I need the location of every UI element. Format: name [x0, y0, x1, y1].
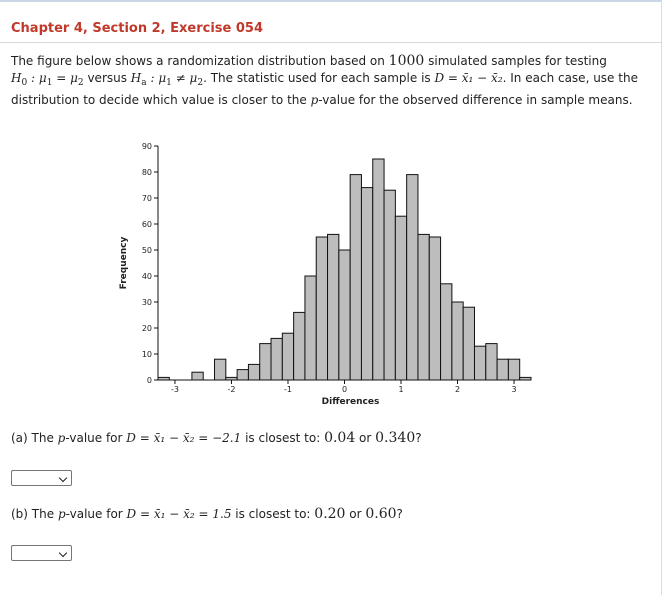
- y-axis-label: Frequency: [119, 236, 129, 290]
- histogram-bar: [237, 370, 248, 380]
- histogram-bar: [271, 338, 282, 380]
- histogram-bar: [497, 359, 508, 380]
- histogram-bar: [305, 276, 316, 380]
- y-tick-label: 90: [141, 142, 152, 151]
- answer-b-select[interactable]: [11, 545, 72, 561]
- question-b-formula: D = x̄₁ − x̄₂ = 1.5: [126, 507, 232, 521]
- histogram-bar: [328, 234, 339, 380]
- pvalue-end: -value for the observed difference in sample means.: [318, 93, 633, 107]
- histogram-bar: [373, 159, 384, 380]
- y-tick-label: 30: [141, 298, 152, 307]
- alt-hypothesis: $H_a$ : $\mu_1 \ne \mu_2$: [130, 71, 204, 88]
- x-tick-label: -2: [227, 385, 236, 394]
- prompt-intro-end: simulated samples for testing: [424, 54, 607, 68]
- histogram-bar: [452, 302, 463, 380]
- x-tick-label: 2: [454, 385, 461, 394]
- y-tick-label: 50: [141, 246, 152, 255]
- x-tick-label: -3: [170, 385, 179, 394]
- histogram-bar: [361, 188, 372, 380]
- histogram-bar: [418, 234, 429, 380]
- versus-text: versus: [83, 71, 131, 85]
- histogram-bar: [486, 344, 497, 380]
- chevron-down-icon: [59, 549, 67, 557]
- y-tick-label: 0: [146, 376, 152, 385]
- question-a: (a) The p-value for D = x̄₁ − x̄₂ = −2.1 is closest to: 0.04 or 0.340?: [11, 430, 422, 446]
- y-tick-label: 10: [141, 350, 152, 359]
- histogram-bar: [350, 175, 361, 380]
- answer-a-select[interactable]: [11, 470, 72, 486]
- stat-formula: D = x̄₁ − x̄₂: [434, 71, 503, 85]
- histogram-bar: [474, 346, 485, 380]
- x-tick-label: 1: [398, 385, 404, 394]
- question-b-option-1: 0.20: [314, 506, 346, 522]
- page-title: Chapter 4, Section 2, Exercise 054: [11, 21, 264, 36]
- histogram-bar: [395, 216, 406, 380]
- histogram-bar: [282, 333, 293, 380]
- histogram-bar: [215, 359, 226, 380]
- y-tick-label: 40: [141, 272, 152, 281]
- num-samples: 1000: [388, 53, 425, 69]
- histogram-bar: [294, 312, 305, 380]
- prompt-intro: The figure below shows a randomization distribution based on: [11, 54, 389, 68]
- stat-text: . The statistic used for each sample is: [203, 71, 435, 85]
- histogram-bar: [192, 372, 203, 380]
- histogram-bar: [429, 237, 440, 380]
- histogram-bar: [339, 250, 350, 380]
- question-a-formula: D = x̄₁ − x̄₂ = −2.1: [126, 431, 242, 445]
- title-divider: [0, 42, 662, 43]
- randomization-histogram: [108, 135, 538, 410]
- histogram-bar: [441, 284, 452, 380]
- question-a-option-2: 0.340: [375, 430, 416, 446]
- y-tick-label: 80: [141, 168, 152, 177]
- y-tick-label: 60: [141, 220, 152, 229]
- null-hypothesis: $H_0$ : $\mu_1 = \mu_2$: [11, 71, 84, 88]
- histogram-bar: [248, 364, 259, 380]
- x-tick-label: 0: [341, 385, 348, 394]
- histogram-bar: [384, 190, 395, 380]
- question-a-option-1: 0.04: [324, 430, 356, 446]
- question-b-option-2: 0.60: [365, 506, 397, 522]
- histogram-bar: [508, 359, 519, 380]
- chevron-down-icon: [59, 474, 67, 482]
- y-tick-label: 70: [141, 194, 152, 203]
- histogram-bar: [407, 175, 418, 380]
- stat-end: . In each case, use the distribution to decide which value is closer to the: [11, 71, 638, 107]
- x-axis-label: Differences: [321, 397, 380, 407]
- x-tick-label: 3: [511, 385, 517, 394]
- top-border: [0, 0, 662, 2]
- problem-statement: The figure below shows a randomization distribution based on 1000 simulated samples for testing $H_0$ : $\mu_1 = \mu_2$ versus $H_a$ : $\mu_1 \ne \mu_2$. The statistic used for each sample is D = x̄₁ − x̄₂. In each case, use the distribution to decide which value is closer to the p-value for the observed difference in sample means.: [11, 53, 638, 107]
- histogram-bar: [316, 237, 327, 380]
- y-tick-label: 20: [141, 324, 152, 333]
- histogram-bar: [260, 344, 271, 380]
- question-b: (b) The p-value for D = x̄₁ − x̄₂ = 1.5 is closest to: 0.20 or 0.60?: [11, 506, 403, 522]
- x-tick-label: -1: [283, 385, 292, 394]
- histogram-bar: [463, 307, 474, 380]
